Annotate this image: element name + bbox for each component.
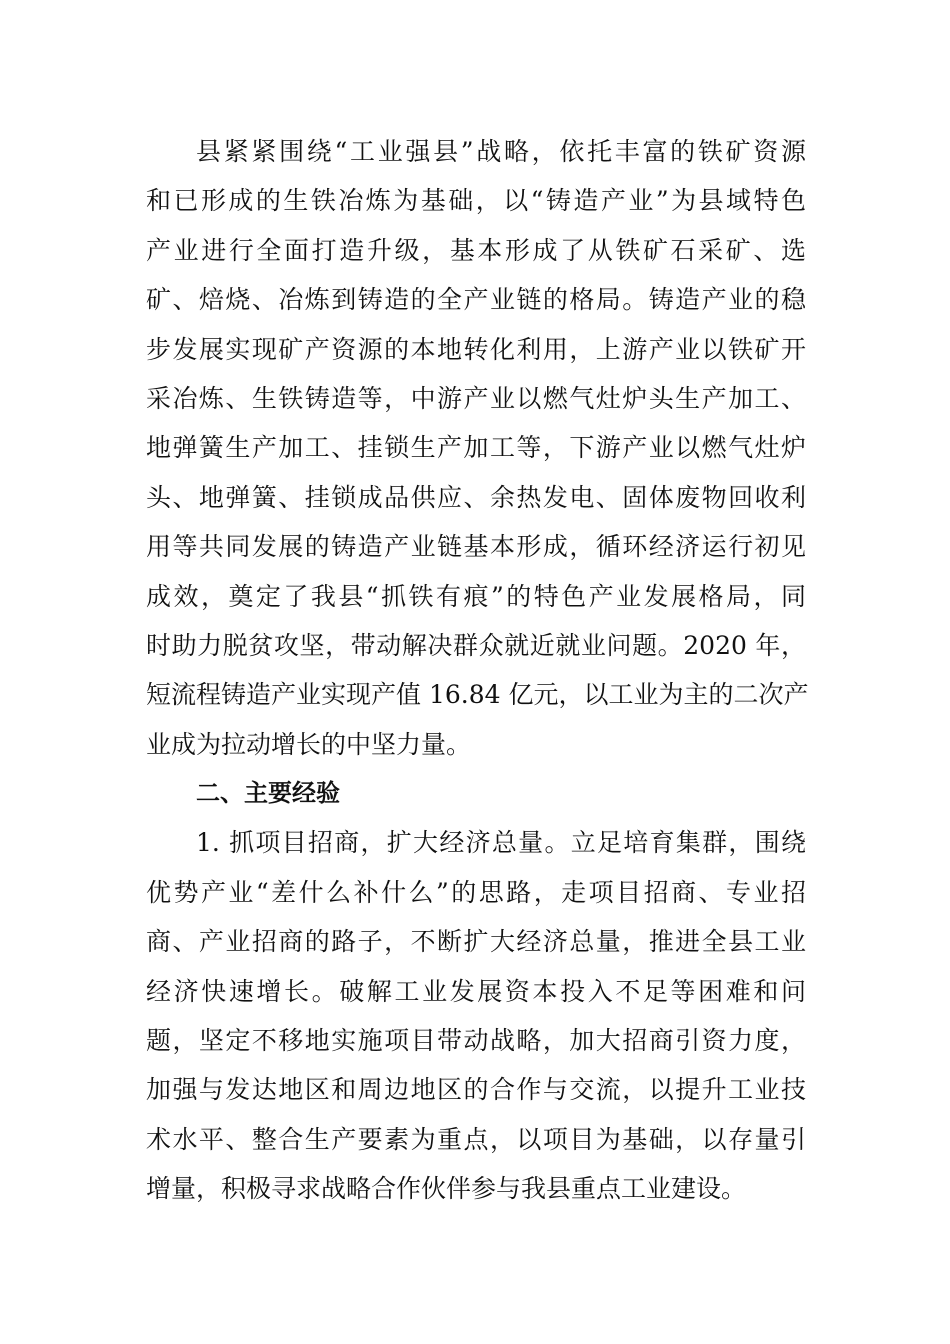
paragraph-overview bbox=[146, 127, 809, 769]
text-line: 经济快速增长。破解工业发展资本投入不足等困难和问 bbox=[146, 976, 806, 1006]
text-line: 县紧紧围绕“工业强县”战略，依托丰富的铁矿资源 bbox=[196, 137, 806, 166]
text-line: 优势产业“差什么补什么”的思路，走项目招商、专业招 bbox=[146, 877, 806, 907]
text-line: 头、地弹簧、挂锁成品供应、余热发电、固体废物回收利 bbox=[146, 482, 806, 512]
text-line: 地弹簧生产加工、挂锁生产加工等，下游产业以燃气灶炉 bbox=[146, 433, 806, 463]
text-line: 商、产业招商的路子，不断扩大经济总量，推进全县工业 bbox=[146, 927, 806, 957]
text-line: 时助力脱贫攻坚，带动解决群众就近就业问题。2020 年， bbox=[146, 630, 806, 660]
text-line: 矿、焙烧、冶炼到铸造的全产业链的格局。铸造产业的稳 bbox=[146, 285, 806, 315]
text-line: 和已形成的生铁冶炼为基础，以“铸造产业”为县域特色 bbox=[146, 186, 806, 216]
text-line: 短流程铸造产业实现产值 16.84 亿元，以工业为主的二次产 bbox=[146, 680, 809, 710]
text-line: 步发展实现矿产资源的本地转化利用，上游产业以铁矿开 bbox=[146, 334, 806, 364]
paragraph-experience bbox=[146, 818, 806, 1213]
text-line: 成效，奠定了我县“抓铁有痕”的特色产业发展格局，同 bbox=[146, 581, 806, 611]
text-line: 术水平、整合生产要素为重点，以项目为基础，以存量引 bbox=[146, 1124, 806, 1154]
text-line: 业成为拉动增长的中坚力量。 bbox=[146, 729, 472, 759]
text-line: 用等共同发展的铸造产业链基本形成，循环经济运行初见 bbox=[146, 532, 806, 562]
text-line: 增量，积极寻求战略合作伙伴参与我县重点工业建设。 bbox=[146, 1174, 747, 1204]
document-page bbox=[146, 127, 809, 1214]
text-line: 加强与发达地区和周边地区的合作与交流，以提升工业技 bbox=[146, 1075, 806, 1105]
text-line: 题，坚定不移地实施项目带动战略，加大招商引资力度， bbox=[146, 1026, 806, 1056]
text-line: 产业进行全面打造升级，基本形成了从铁矿石采矿、选 bbox=[146, 235, 806, 265]
section-heading: 二、主要经验 bbox=[196, 779, 340, 808]
text-line: 1. 抓项目招商，扩大经济总量。立足培育集群，围绕 bbox=[196, 828, 806, 858]
text-line: 采冶炼、生铁铸造等，中游产业以燃气灶炉头生产加工、 bbox=[146, 383, 806, 413]
